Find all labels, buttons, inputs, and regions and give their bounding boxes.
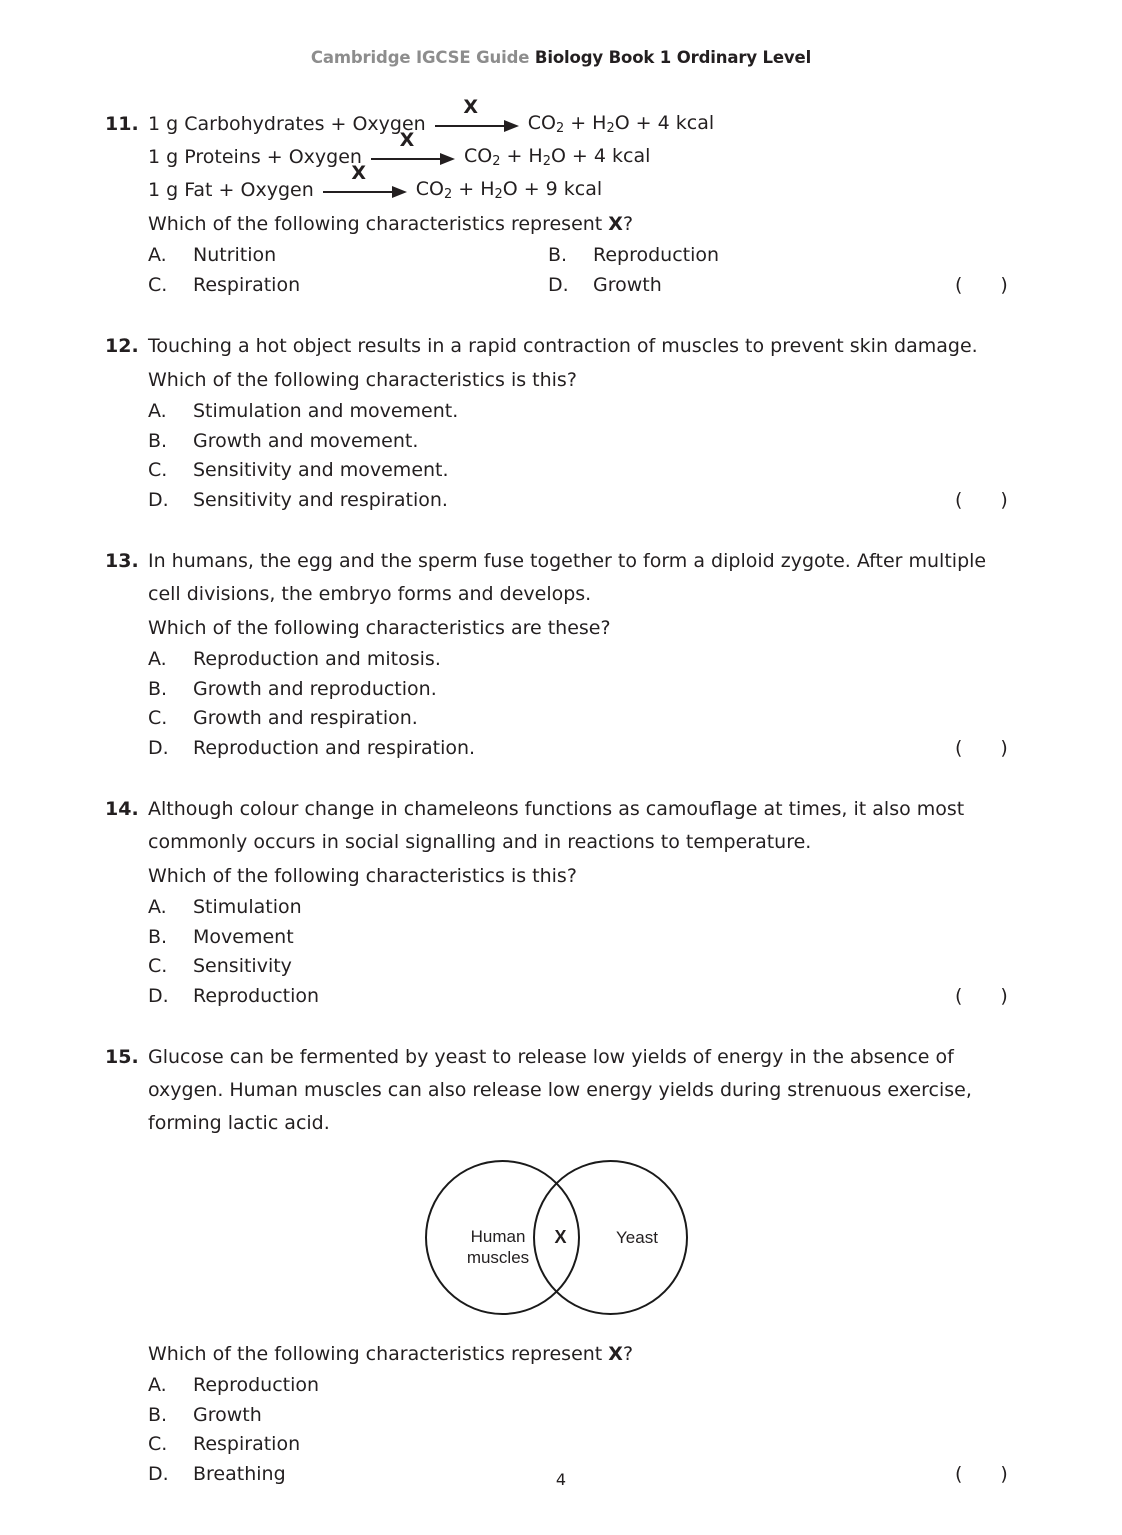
subscript: 2 — [542, 154, 551, 170]
option-letter: C. — [148, 707, 168, 729]
equation-row — [148, 129, 1017, 174]
equation-reactants: 1 g Fat + Oxygen — [148, 179, 314, 201]
option-a[interactable] — [148, 241, 276, 271]
venn-diagram-wrapper — [148, 1154, 1017, 1330]
question-block — [105, 1041, 1017, 1489]
option-row — [148, 271, 1017, 301]
option-list — [148, 893, 1017, 1011]
option-letter: B. — [148, 1403, 168, 1426]
option-label: Sensitivity — [193, 955, 292, 977]
option-row — [148, 427, 1017, 457]
prompt-variable-x: X — [608, 213, 623, 235]
option-letter: A. — [148, 1374, 167, 1396]
option-b[interactable] — [148, 1401, 262, 1431]
question-prompt: Which of the following characteristics are these? — [148, 617, 611, 639]
option-list — [148, 645, 1017, 763]
question-body — [148, 545, 1017, 763]
answer-bracket[interactable] — [955, 734, 1017, 764]
option-label: Sensitivity and movement. — [193, 459, 449, 481]
option-row — [148, 241, 1017, 271]
arrow-head-icon — [440, 153, 455, 165]
arrow-shaft — [371, 158, 443, 160]
question-prompt: Which of the following characteristics is this? — [148, 865, 577, 887]
option-letter: B. — [148, 925, 168, 948]
question-block — [105, 330, 1017, 515]
option-letter: D. — [148, 488, 169, 511]
option-letter: D. — [548, 273, 569, 296]
question-prompt: Which of the following characteristics represent X? — [148, 213, 634, 235]
answer-bracket[interactable] — [955, 982, 1017, 1012]
question-number: 12. — [105, 335, 139, 357]
subscript: 2 — [606, 121, 615, 137]
question-block — [105, 545, 1017, 763]
option-label: Growth and movement. — [193, 429, 419, 452]
answer-bracket-open: ( — [955, 488, 963, 511]
subscript: 2 — [555, 121, 565, 137]
option-list — [148, 241, 1017, 300]
question-block — [105, 96, 1017, 300]
question-stem: Glucose can be fermented by yeast to release low yields of energy in the absence of oxygen. Human muscles can also release low energy yields during strenuous exercise, forming lactic acid. — [148, 1046, 972, 1134]
arrow-shaft — [323, 191, 395, 193]
venn-diagram — [425, 1154, 701, 1326]
arrow-label-x: X — [399, 129, 415, 151]
option-row — [148, 923, 1017, 953]
option-label: Growth — [193, 1403, 262, 1426]
option-label: Nutrition — [193, 244, 277, 266]
answer-bracket-open: ( — [955, 984, 963, 1007]
option-b[interactable] — [148, 923, 294, 953]
arrow-shaft — [435, 125, 507, 127]
option-row — [148, 893, 1017, 923]
option-row — [148, 1371, 1017, 1401]
page-number: 4 — [555, 1470, 567, 1489]
question-block — [105, 793, 1017, 1011]
option-a[interactable] — [148, 397, 458, 427]
arrow-head-icon — [392, 186, 407, 198]
option-label: Reproduction and respiration. — [193, 736, 476, 759]
header-guide-text: Cambridge IGCSE Guide — [310, 48, 535, 67]
option-letter: D. — [148, 984, 169, 1007]
option-letter: D. — [148, 736, 169, 759]
option-row — [148, 397, 1017, 427]
question-stem: In humans, the egg and the sperm fuse together to form a diploid zygote. After multiple cell divisions, the embryo forms and develops. — [148, 550, 987, 605]
equation-row — [148, 96, 1017, 141]
option-row — [148, 645, 1017, 675]
option-letter: C. — [148, 273, 168, 296]
option-label: Reproduction — [193, 1374, 320, 1396]
header-book-title: Biology Book 1 Ordinary Level — [534, 48, 812, 67]
reaction-arrow — [323, 162, 409, 207]
equation-products: $CO_2 + H_2O + 4$ kcal — [463, 145, 651, 170]
answer-bracket[interactable] — [955, 271, 1017, 301]
option-label: Stimulation and movement. — [193, 400, 459, 422]
option-b[interactable] — [148, 675, 437, 705]
option-label: Growth and respiration. — [193, 707, 418, 729]
option-label: Breathing — [193, 1462, 286, 1485]
subscript: 2 — [443, 187, 453, 203]
option-d[interactable] — [148, 486, 448, 516]
answer-bracket-open: ( — [955, 736, 963, 759]
question-number: 14. — [105, 798, 139, 820]
option-a[interactable] — [148, 893, 302, 923]
arrow-head-icon — [504, 120, 519, 132]
option-label: Stimulation — [193, 896, 302, 918]
question-body — [148, 1041, 1017, 1489]
venn-label-human-muscles: Human muscles — [466, 1227, 530, 1267]
option-label: Sensitivity and respiration. — [193, 488, 448, 511]
arrow-label-x: X — [351, 162, 367, 184]
option-letter: B. — [148, 429, 168, 452]
option-row — [148, 486, 1017, 516]
option-letter: A. — [148, 400, 167, 422]
subscript: 2 — [494, 187, 503, 203]
running-header — [0, 48, 1122, 67]
question-body — [148, 96, 1017, 300]
option-c[interactable] — [148, 704, 418, 734]
prompt-variable-x: X — [608, 1343, 623, 1365]
option-label: Respiration — [193, 273, 301, 296]
option-letter: D. — [148, 1462, 169, 1485]
question-list — [105, 96, 1017, 1519]
option-row — [148, 1430, 1017, 1460]
option-row — [148, 704, 1017, 734]
page-footer — [0, 1470, 1122, 1489]
equation-row — [148, 162, 1017, 207]
question-body — [148, 330, 1017, 515]
answer-bracket-close: ) — [1000, 984, 1008, 1007]
equation-group — [148, 96, 1017, 207]
option-d[interactable] — [548, 271, 662, 301]
option-letter: A. — [148, 648, 167, 670]
option-row — [148, 675, 1017, 705]
option-letter: C. — [148, 1433, 168, 1455]
option-letter: C. — [148, 955, 168, 977]
option-letter: B. — [148, 677, 168, 700]
option-letter: A. — [148, 244, 167, 266]
option-c[interactable] — [148, 1430, 300, 1460]
answer-bracket-open: ( — [955, 1462, 963, 1485]
answer-bracket-close: ) — [1000, 1462, 1008, 1485]
option-label: Growth and reproduction. — [193, 677, 437, 700]
option-b[interactable] — [548, 241, 719, 271]
question-body — [148, 793, 1017, 1011]
venn-label-intersection-x: X — [554, 1227, 567, 1247]
option-d[interactable] — [148, 982, 319, 1012]
question-number: 15. — [105, 1046, 139, 1068]
option-row — [148, 1401, 1017, 1431]
answer-bracket-open: ( — [955, 273, 963, 296]
option-d[interactable] — [148, 734, 475, 764]
question-stem: Touching a hot object results in a rapid contraction of muscles to prevent skin damage. — [148, 335, 978, 357]
option-c[interactable] — [148, 271, 300, 301]
option-label: Respiration — [193, 1433, 301, 1455]
option-a[interactable] — [148, 1371, 319, 1401]
option-c[interactable] — [148, 456, 449, 486]
option-label: Movement — [193, 925, 294, 948]
option-c[interactable] — [148, 952, 292, 982]
option-label: Reproduction and mitosis. — [193, 648, 441, 670]
option-letter: A. — [148, 896, 167, 918]
option-row — [148, 734, 1017, 764]
equation-products: $CO_2 + H_2O + 9$ kcal — [415, 178, 603, 203]
option-label: Growth — [593, 273, 662, 296]
option-row — [148, 982, 1017, 1012]
equation-products: $CO_2 + H_2O + 4$ kcal — [527, 112, 715, 137]
option-label: Reproduction — [193, 984, 320, 1007]
equation-reactants: 1 g Carbohydrates + Oxygen — [148, 113, 426, 135]
option-list — [148, 397, 1017, 515]
answer-bracket-close: ) — [1000, 273, 1008, 296]
option-a[interactable] — [148, 645, 441, 675]
arrow-label-x: X — [463, 96, 479, 118]
subscript: 2 — [492, 154, 501, 170]
answer-bracket-close: ) — [1000, 488, 1008, 511]
answer-bracket-close: ) — [1000, 736, 1008, 759]
option-b[interactable] — [148, 427, 418, 457]
question-prompt: Which of the following characteristics represent X? — [148, 1343, 634, 1365]
question-number: 11. — [105, 113, 139, 135]
question-stem: Although colour change in chameleons functions as camouflage at times, it also most commonly occurs in social signalling and in reactions to temperature. — [148, 798, 965, 853]
option-letter: B. — [548, 244, 568, 266]
equation-reactants: 1 g Proteins + Oxygen — [148, 146, 362, 168]
option-row — [148, 952, 1017, 982]
answer-bracket[interactable] — [955, 486, 1017, 516]
question-prompt: Which of the following characteristics is this? — [148, 369, 577, 391]
option-letter: C. — [148, 459, 168, 481]
option-label: Reproduction — [593, 244, 720, 266]
question-number: 13. — [105, 550, 139, 572]
option-row — [148, 456, 1017, 486]
venn-label-yeast: Yeast — [616, 1228, 658, 1247]
reaction-arrow — [435, 96, 521, 141]
